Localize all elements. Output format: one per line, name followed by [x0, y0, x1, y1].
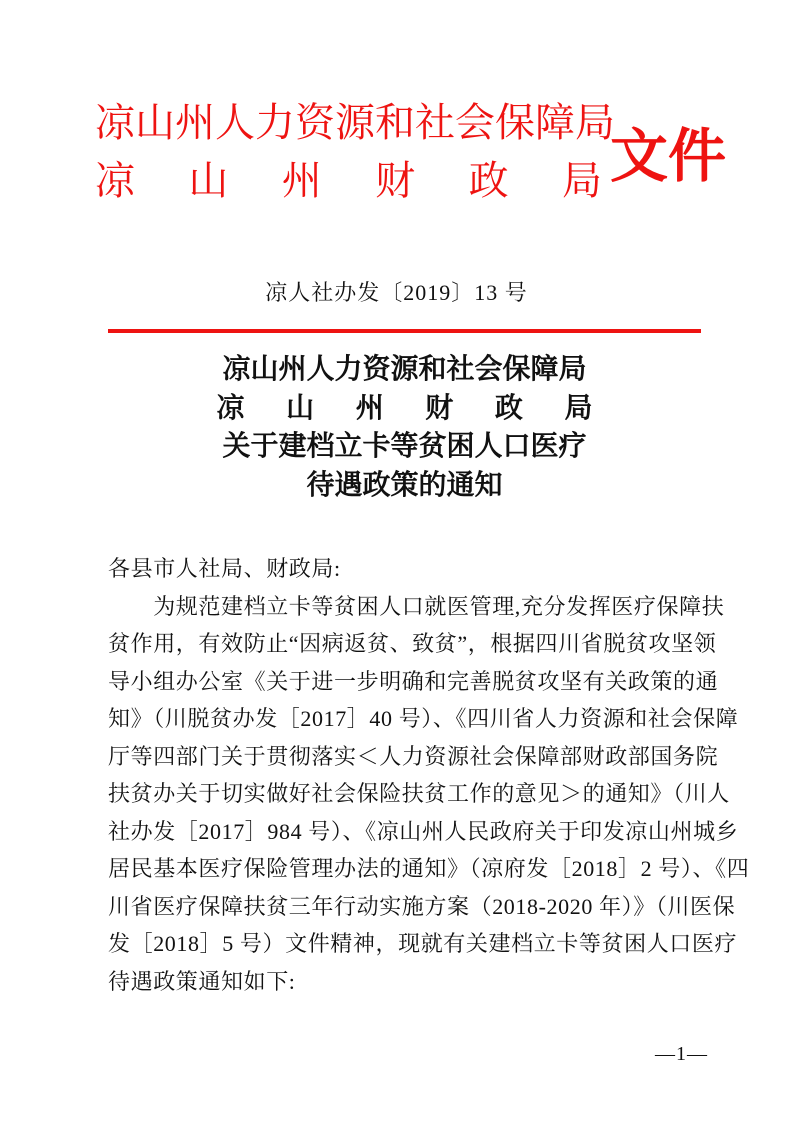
title-line3: 关于建档立卡等贫困人口医疗: [222, 431, 587, 462]
body-line-6: 扶贫办关于切实做好社会保险扶贫工作的意见＞的通知》（川人: [108, 781, 730, 806]
body-line-1: 为规范建档立卡等贫困人口就医管理,充分发挥医疗保障扶: [108, 593, 725, 619]
body-line-7: 社办发［2017］984 号）、《凉山州人民政府关于印发凉山州城乡: [108, 818, 739, 844]
body-line-4: 知》（川脱贫办发［2017］40 号）、《四川省人力资源和社会保障: [108, 706, 739, 731]
body-line-10: 发［2018］5 号）文件精神，现就有关建档立卡等贫困人口医疗: [108, 931, 738, 956]
body-line-5: 厅等四部门关于贯彻落实＜人力资源社会保障部财政部国务院: [108, 743, 719, 769]
body-line-11: 待遇政策通知如下:: [108, 968, 296, 994]
body-line-2: 贫作用，有效防止“因病返贫、致贫”，根据四川省脱贫攻坚领: [108, 631, 717, 656]
red-divider-line: [108, 329, 701, 333]
body-line-9: 川省医疗保障扶贫三年行动实施方案（2018-2020 年）》（川医保: [108, 893, 736, 919]
title-line4: 待遇政策的通知: [306, 469, 503, 501]
document-number: 凉人社办发〔2019〕13 号: [265, 280, 528, 305]
page-number: —1—: [655, 1043, 708, 1065]
title-line2: 凉 山 州 财 政 局: [216, 392, 593, 424]
letterhead-org-line2: 凉 山 州 财 政 局: [95, 158, 602, 203]
body-line-8: 居民基本医疗保险管理办法的通知》（凉府发［2018］2 号）、《四: [108, 856, 750, 881]
body-line-3: 导小组办公室《关于进一步明确和完善脱贫攻坚有关政策的通: [108, 668, 719, 694]
document-body: [108, 550, 750, 1000]
letterhead-org-line1: 凉山州人力资源和社会保障局: [95, 100, 615, 145]
document-title: [108, 351, 701, 505]
letterhead-doc-type: 文件: [610, 124, 727, 189]
salutation: 各县市人社局、财政局:: [108, 556, 341, 581]
title-line1: 凉山州人力资源和社会保障局: [222, 354, 587, 385]
